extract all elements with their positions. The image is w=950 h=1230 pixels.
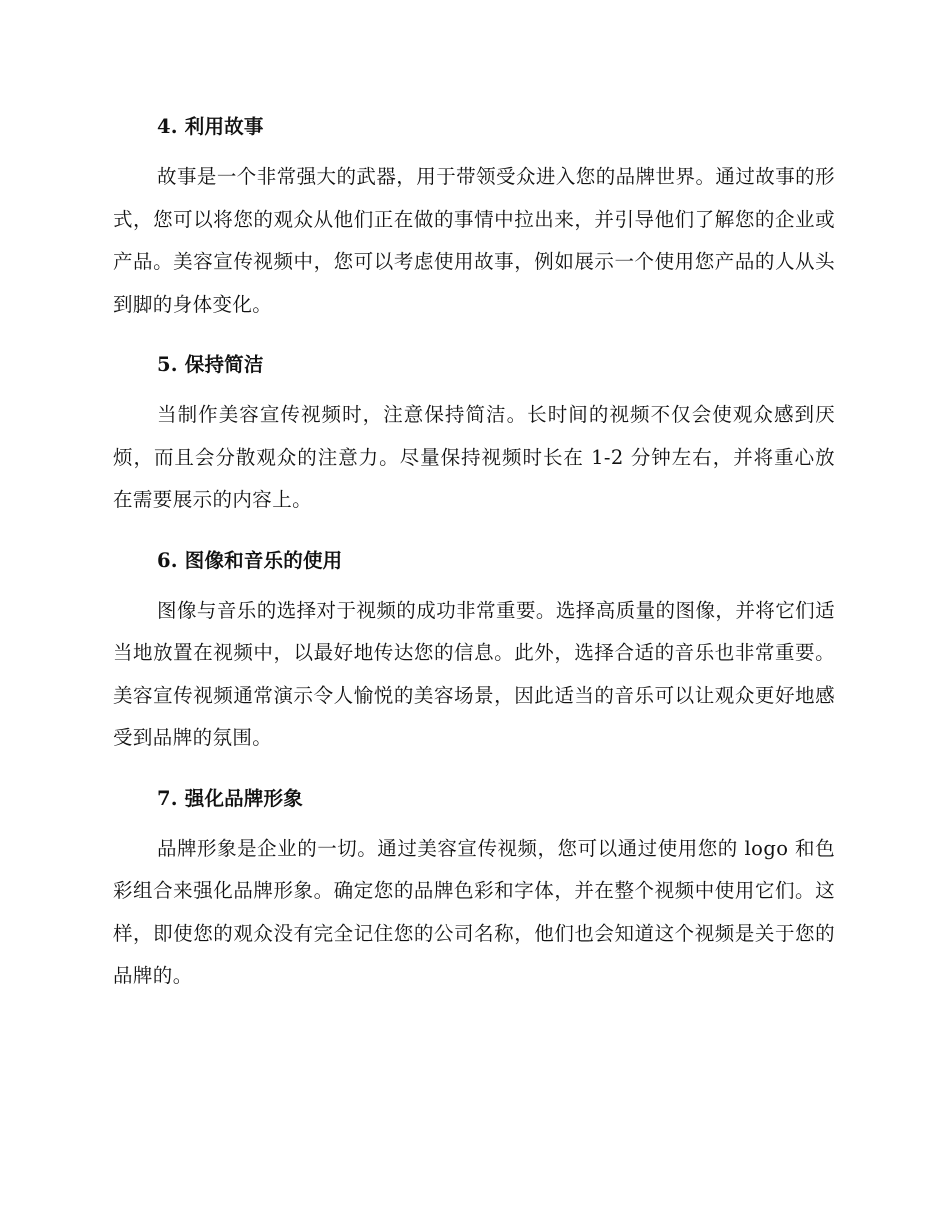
- section-brand-image: [113, 780, 835, 998]
- section-keep-simple: [113, 346, 835, 522]
- section-heading: 6. 图像和音乐的使用: [157, 548, 343, 572]
- section-paragraph: 图像与音乐的选择对于视频的成功非常重要。选择高质量的图像，并将它们适当地放置在视频中，以最好地传达您的信息。此外，选择合适的音乐也非常重要。美容宣传视频通常演示令人愉悦的美容场景，因此适当的音乐可以让观众更好地感受到品牌的氛围。: [113, 598, 835, 749]
- section-heading: 7. 强化品牌形象: [157, 786, 303, 810]
- section-paragraph: 故事是一个非常强大的武器，用于带领受众进入您的品牌世界。通过故事的形式，您可以将您的观众从他们正在做的事情中拉出来，并引导他们了解您的企业或产品。美容宣传视频中，您可以考虑使用故事，例如展示一个使用您产品的人从头到脚的身体变化。: [113, 165, 835, 316]
- section-paragraph: 当制作美容宣传视频时，注意保持简洁。长时间的视频不仅会使观众感到厌烦，而且会分散观众的注意力。尽量保持视频时长在 1-2 分钟左右，并将重心放在需要展示的内容上。: [113, 403, 835, 511]
- section-heading: 5. 保持简洁: [157, 353, 264, 376]
- section-paragraph: 品牌形象是企业的一切。通过美容宣传视频，您可以通过使用您的 logo 和色彩组合来强化品牌形象。确定您的品牌色彩和字体，并在整个视频中使用它们。这样，即使您的观众没有完全记住您的公司名称，他们也会知道这个视频是关于您的品牌的。: [113, 836, 835, 987]
- document-page: [113, 108, 835, 1018]
- section-storytelling: [113, 108, 835, 326]
- section-images-music: [113, 542, 835, 760]
- section-heading: 4. 利用故事: [157, 115, 264, 138]
